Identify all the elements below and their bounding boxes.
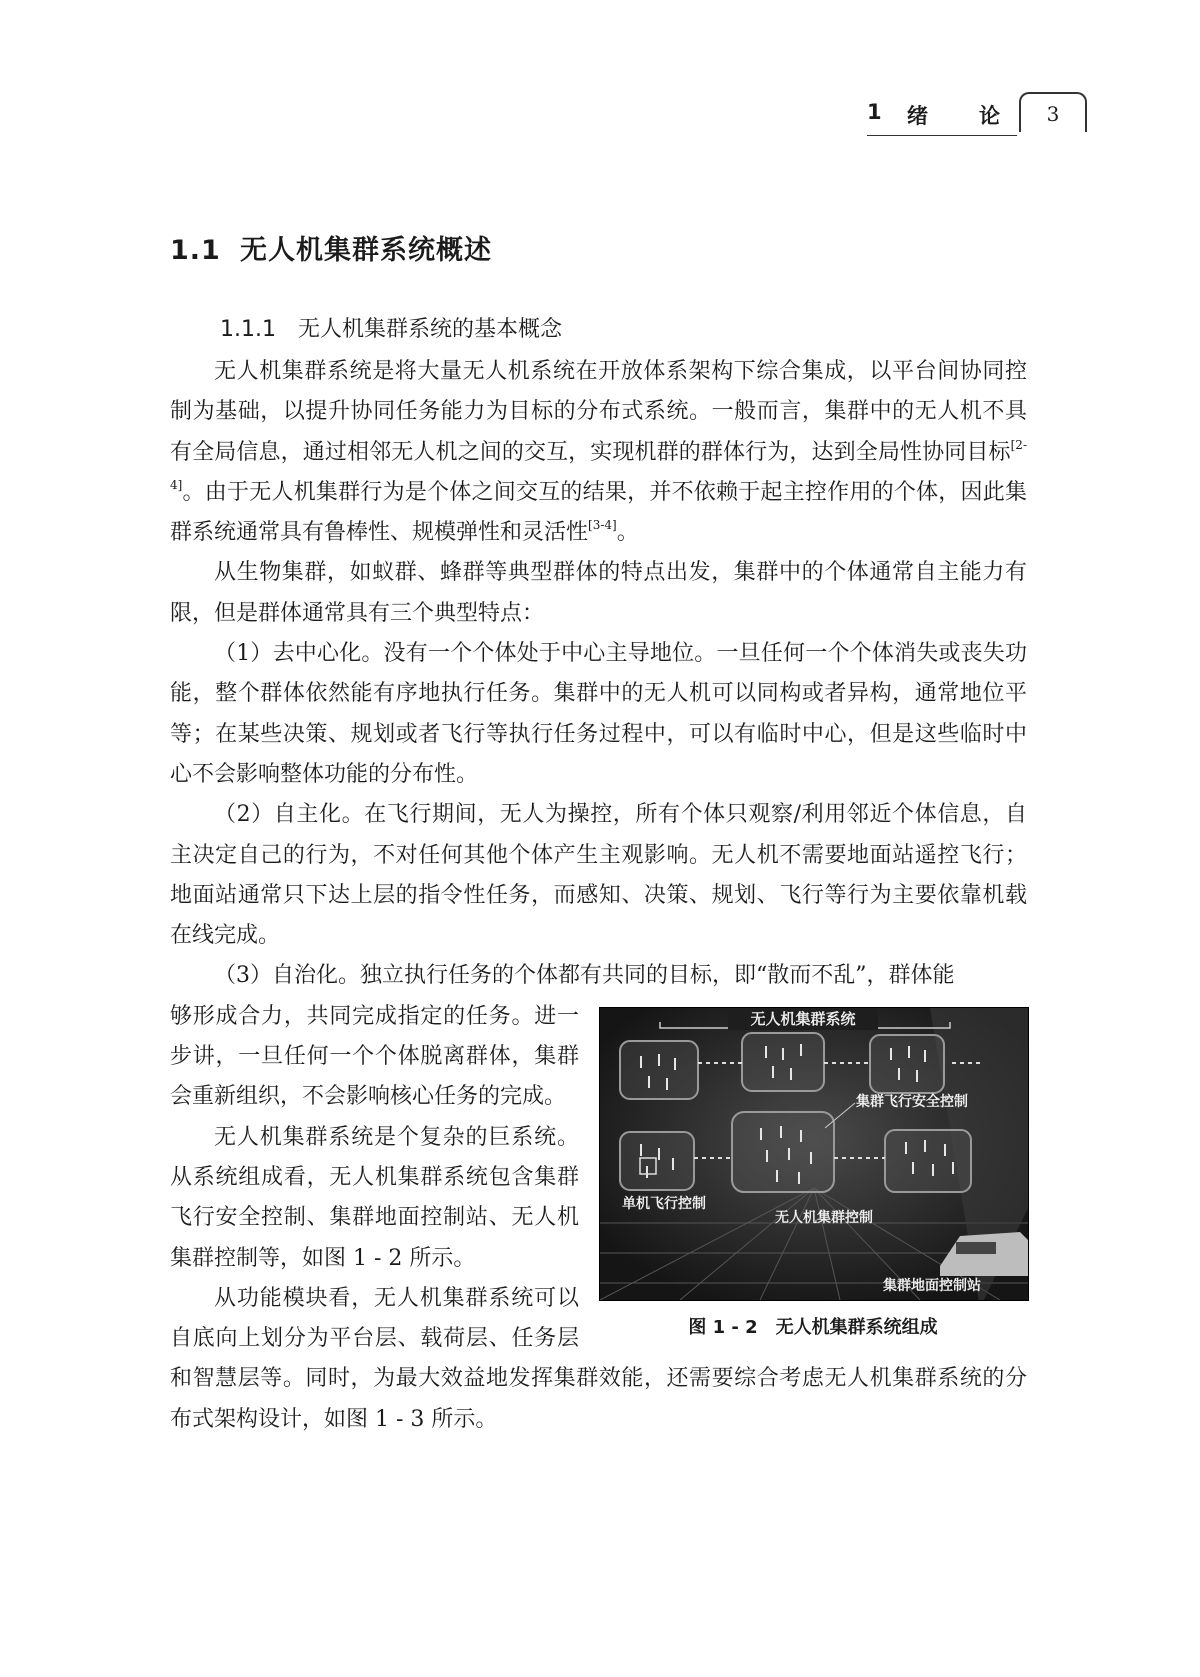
paragraph-definition xyxy=(170,352,1027,553)
label-flight-safety: 集群飞行安全控制 xyxy=(856,1093,968,1110)
paragraph-text: 无人机集群系统是将大量无人机系统在开放体系架构下综合集成，以平台间协同控制为基础，以提升协同任务能力为目标的分布式系统。一般而言，集群中的无人机不具有全局信息，通过相邻无人机之间的交互，实现机群的群体行为，达到全局性协同目标 xyxy=(170,359,1027,465)
figure-caption-text: 无人机集群系统组成 xyxy=(775,1316,938,1338)
page-number: 3 xyxy=(1019,92,1087,132)
paragraph-autonomous: （2）自主化。在飞行期间，无人为操控，所有个体只观察/利用邻近个体信息，自主决定自己的行为，不对任何其他个体产生主观影响。无人机不需要地面站遥控飞行；地面站通常只下达上层的指令性任务，而感知、决策、规划、飞行等行为主要依靠机载在线完成。 xyxy=(170,802,1027,949)
swarm-system-diagram xyxy=(599,1007,1029,1301)
chapter-title-part-2: 论 xyxy=(979,104,1000,128)
subsection-title-text: 无人机集群系统的基本概念 xyxy=(298,317,563,342)
label-swarm-system: 无人机集群系统 xyxy=(750,1009,856,1028)
figure-wrap-region xyxy=(170,956,1027,1338)
body-text xyxy=(170,352,1027,1440)
paragraph-text: 。由于无人机集群行为是个体之间交互的结果，并不依赖于起主控作用的个体，因此集群系统通常具有鲁棒性、规模弹性和灵活性 xyxy=(170,479,1027,546)
section-number: 1.1 xyxy=(170,235,221,266)
figure-1-2 xyxy=(599,1007,1027,1343)
paragraph-decentralized: （1）去中心化。没有一个个体处于中心主导地位。一旦任何一个个体消失或丧失功能，整个群体依然能有序地执行任务。集群中的无人机可以同构或者异构，通常地位平等；在某些决策、规划或者飞行等执行任务过程中，可以有临时中心，但是这些临时中心不会影响整体功能的分布性。 xyxy=(170,641,1027,787)
paragraph-composition: 无人机集群系统是个复杂的巨系统。从系统组成看，无人机集群系统包含集群飞行安全控制、集群地面控制站、无人机集群控制等，如图 1 - 2 所示。 xyxy=(170,1124,579,1271)
figure-caption xyxy=(599,1313,1027,1343)
running-head xyxy=(867,92,1062,138)
subsection-title xyxy=(220,312,562,343)
paragraph-features-intro: 从生物集群，如蚁群、蜂群等典型群体的特点出发，集群中的个体通常自主能力有限，但是群体通常具有三个典型特点： xyxy=(170,560,1027,626)
paragraph-text-start: （3）自治化。独立执行任务的个体都有共同的目标，即“散而不乱”，群体能 xyxy=(214,963,955,989)
label-swarm-control: 无人机集群控制 xyxy=(775,1209,873,1226)
swarm-system-svg xyxy=(600,1008,1028,1300)
chapter-title-part-1: 绪 xyxy=(907,104,928,128)
paragraph-self-governing-cont: 够形成合力，共同完成指定的任务。进一步讲，一旦任何一个个体脱离群体，集群会重新组织，不会影响核心任务的完成。 xyxy=(170,1003,579,1110)
citation: [2-4] xyxy=(170,437,1027,492)
chapter-number: 1 xyxy=(867,100,882,124)
paragraph-functional-modules: 从功能模块看，无人机集群系统可以自底向上划分为平台层、载荷层、任务层和智慧层等。同时，为最大效益地发挥集群效能，还需要综合考虑无人机集群系统的分布式架构设计，如图 1 - 3 所示。 xyxy=(170,1285,1027,1432)
citation: [3-4] xyxy=(588,518,617,533)
label-ground-station: 集群地面控制站 xyxy=(883,1277,981,1294)
subsection-number: 1.1.1 xyxy=(220,317,276,342)
paragraph-text: 。 xyxy=(616,520,639,546)
header-rule xyxy=(867,135,1017,136)
section-title xyxy=(170,228,492,267)
label-single-control: 单机飞行控制 xyxy=(622,1195,706,1212)
figure-number: 图 1 - 2 xyxy=(688,1316,758,1338)
section-title-text: 无人机集群系统概述 xyxy=(240,235,492,266)
paragraph-self-governing xyxy=(170,956,1027,996)
